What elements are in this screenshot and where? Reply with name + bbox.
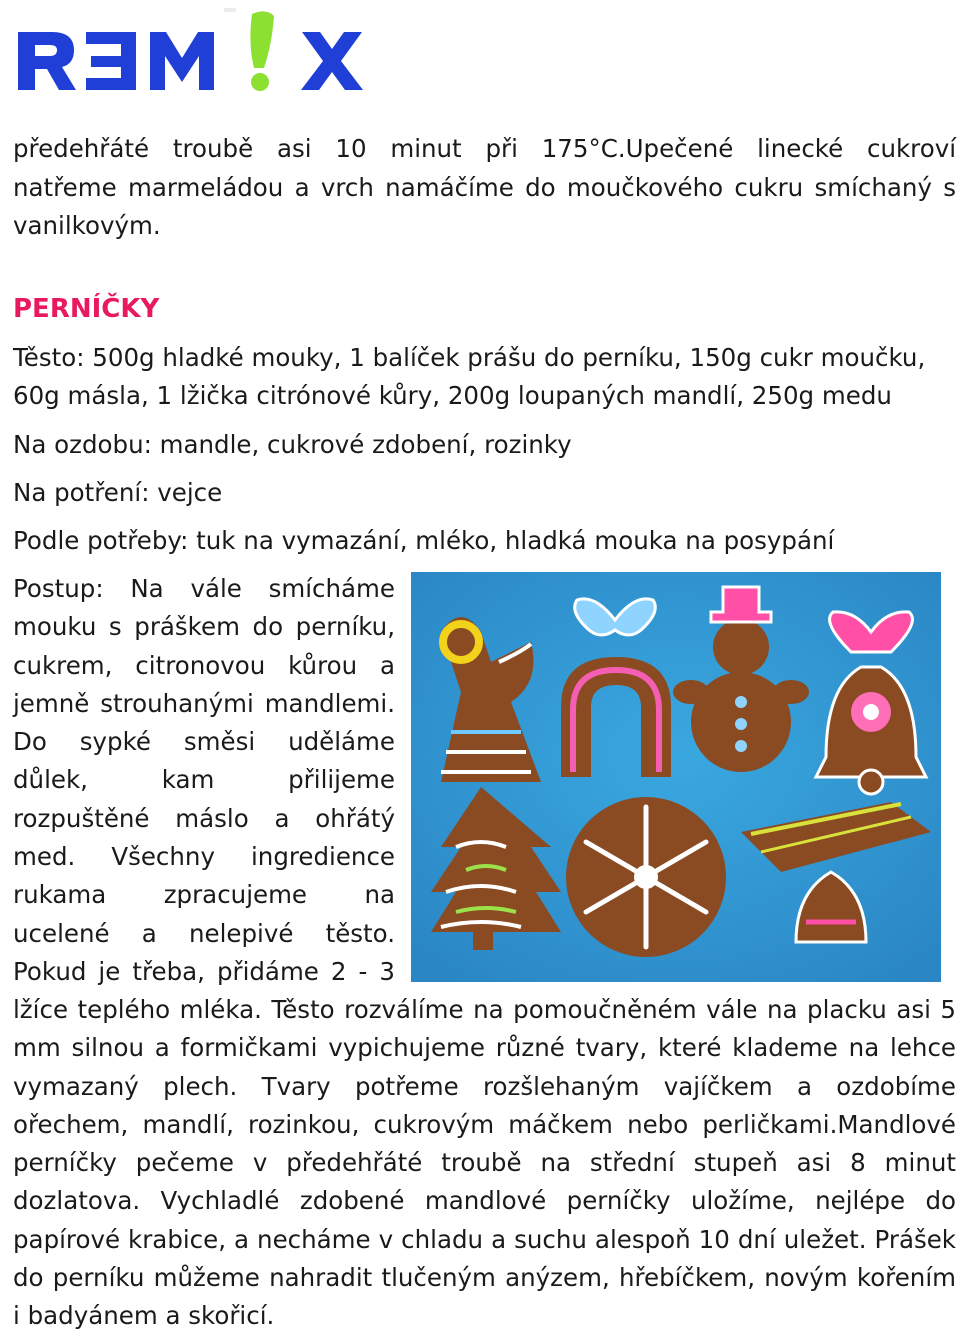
text-line: med. Všechny ingredience bbox=[13, 842, 395, 872]
text-line: perníčky pečeme v předehřáté troubě na střední stupeň asi 8 minut bbox=[13, 1148, 956, 1178]
text-line: předehřáté troubě asi 10 minut při 175°C.Upečené linecké cukroví bbox=[13, 134, 956, 163]
text-line: ucelené a nelepivé těsto. bbox=[13, 918, 395, 948]
text-line: rozpuštěné máslo a ohřátý bbox=[13, 803, 395, 833]
text-line: mouku s práškem do perníku, bbox=[13, 612, 395, 642]
text-line: Postup: Na vále smícháme bbox=[13, 574, 395, 603]
text-line: vanilkovým. bbox=[13, 211, 161, 240]
text-line: do perníku můžeme nahradit tlučeným anýzem, hřebíčkem, novým kořením bbox=[13, 1263, 956, 1293]
gingerbread-cookies-photo bbox=[411, 572, 941, 982]
text-line: mm silnou a formičkami vypichujeme různé tvary, které klademe na lehce bbox=[13, 1033, 956, 1063]
text-line: jemně strouhanými mandlemi. bbox=[13, 688, 395, 718]
snowflake-cookie bbox=[566, 797, 726, 957]
text-line: rukama zpracujeme na bbox=[13, 880, 395, 910]
remix-logo bbox=[14, 6, 380, 102]
text-line: důlek, kam přilijeme bbox=[13, 765, 395, 795]
ingredients-dough bbox=[13, 339, 956, 415]
ingredients-needs: Podle potřeby: tuk na vymazání, mléko, hladká mouka na posypání bbox=[13, 526, 835, 555]
text-line: i badyánem a skořicí. bbox=[13, 1301, 275, 1331]
ingredients-decoration: Na ozdobu: mandle, cukrové zdobení, rozinky bbox=[13, 430, 572, 459]
procedure-full-text bbox=[13, 991, 956, 1336]
text-line: lžíce teplého mléka. Těsto rozválíme na pomoučněném vále na placku asi 5 bbox=[13, 995, 956, 1024]
text-line: ořechem, mandlí, rozinkou, cukrovým máčkem nebo perličkami.Mandlové bbox=[13, 1109, 956, 1139]
text-line: Pokud je třeba, přidáme 2 - 3 bbox=[13, 956, 395, 986]
procedure-side-text bbox=[13, 570, 395, 991]
section-heading: PERNÍČKY bbox=[13, 294, 160, 324]
text-line: 60g másla, 1 lžička citrónové kůry, 200g loupaných mandlí, 250g medu bbox=[13, 381, 892, 410]
text-line: vymazaný plech. Tvary potřeme rozšlehaným vajíčkem a ozdobíme bbox=[13, 1071, 956, 1101]
text-line: cukrem, citronovou kůrou a bbox=[13, 650, 395, 680]
text-line: Do sypké směsi uděláme bbox=[13, 727, 395, 757]
text-line: Těsto: 500g hladké mouky, 1 balíček prášu do perníku, 150g cukr moučku, bbox=[13, 343, 926, 372]
ingredients-coating: Na potření: vejce bbox=[13, 478, 223, 507]
text-line: dozlatova. Vychladlé zdobené mandlové perníčky uložíme, nejlépe do bbox=[13, 1186, 956, 1216]
text-line: natřeme marmeládou a vrch namáčíme do moučkového cukru smíchaný s bbox=[13, 172, 956, 202]
text-line: papírové krabice, a necháme v chladu a suchu alespoň 10 dní uležet. Prášek bbox=[13, 1224, 956, 1254]
intro-paragraph bbox=[13, 130, 956, 246]
